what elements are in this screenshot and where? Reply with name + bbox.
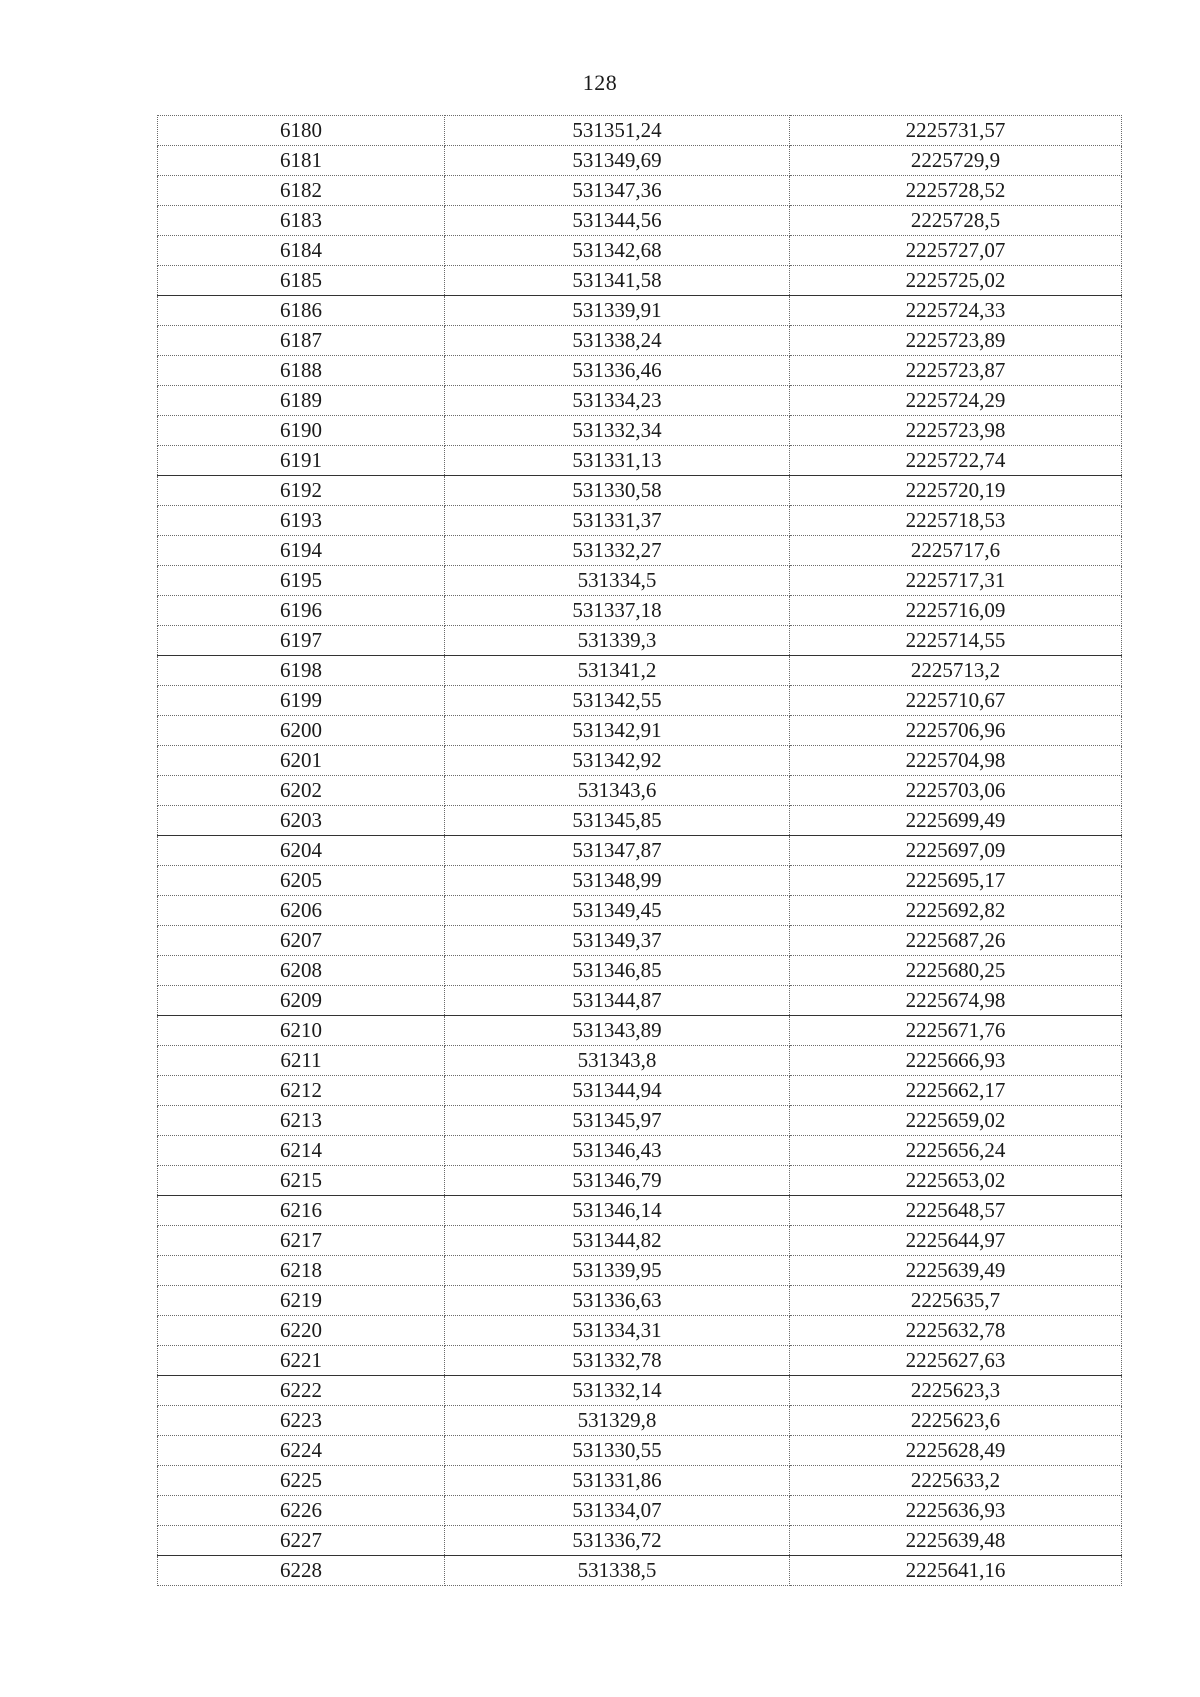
y-coordinate-cell: 2225639,48	[790, 1526, 1122, 1556]
x-coordinate-cell: 531341,2	[445, 656, 790, 686]
x-coordinate-cell: 531345,97	[445, 1106, 790, 1136]
x-coordinate-cell: 531334,23	[445, 386, 790, 416]
table-row	[158, 446, 1122, 476]
x-coordinate-cell: 531338,24	[445, 326, 790, 356]
x-coordinate-cell: 531343,6	[445, 776, 790, 806]
table-row	[158, 1076, 1122, 1106]
table-row	[158, 686, 1122, 716]
y-coordinate-cell: 2225674,98	[790, 986, 1122, 1016]
x-coordinate-cell: 531349,45	[445, 896, 790, 926]
x-coordinate-cell: 531345,85	[445, 806, 790, 836]
y-coordinate-cell: 2225727,07	[790, 236, 1122, 266]
table-row	[158, 476, 1122, 506]
point-number-cell: 6225	[158, 1466, 445, 1496]
table-row	[158, 1526, 1122, 1556]
x-coordinate-cell: 531332,78	[445, 1346, 790, 1376]
point-number-cell: 6218	[158, 1256, 445, 1286]
y-coordinate-cell: 2225687,26	[790, 926, 1122, 956]
y-coordinate-cell: 2225717,6	[790, 536, 1122, 566]
point-number-cell: 6228	[158, 1556, 445, 1586]
x-coordinate-cell: 531348,99	[445, 866, 790, 896]
y-coordinate-cell: 2225648,57	[790, 1196, 1122, 1226]
table-row	[158, 1106, 1122, 1136]
x-coordinate-cell: 531336,72	[445, 1526, 790, 1556]
y-coordinate-cell: 2225628,49	[790, 1436, 1122, 1466]
y-coordinate-cell: 2225623,3	[790, 1376, 1122, 1406]
table-row	[158, 206, 1122, 236]
point-number-cell: 6212	[158, 1076, 445, 1106]
x-coordinate-cell: 531329,8	[445, 1406, 790, 1436]
y-coordinate-cell: 2225697,09	[790, 836, 1122, 866]
table-row	[158, 746, 1122, 776]
y-coordinate-cell: 2225728,52	[790, 176, 1122, 206]
point-number-cell: 6223	[158, 1406, 445, 1436]
table-row	[158, 1496, 1122, 1526]
y-coordinate-cell: 2225729,9	[790, 146, 1122, 176]
x-coordinate-cell: 531341,58	[445, 266, 790, 296]
y-coordinate-cell: 2225636,93	[790, 1496, 1122, 1526]
table-row	[158, 236, 1122, 266]
table-row	[158, 1166, 1122, 1196]
point-number-cell: 6191	[158, 446, 445, 476]
point-number-cell: 6217	[158, 1226, 445, 1256]
y-coordinate-cell: 2225641,16	[790, 1556, 1122, 1586]
table-row	[158, 1346, 1122, 1376]
coordinates-table-body	[158, 116, 1122, 1586]
point-number-cell: 6197	[158, 626, 445, 656]
x-coordinate-cell: 531342,68	[445, 236, 790, 266]
point-number-cell: 6194	[158, 536, 445, 566]
table-row	[158, 626, 1122, 656]
point-number-cell: 6202	[158, 776, 445, 806]
table-row	[158, 1016, 1122, 1046]
table-row	[158, 1196, 1122, 1226]
y-coordinate-cell: 2225653,02	[790, 1166, 1122, 1196]
y-coordinate-cell: 2225718,53	[790, 506, 1122, 536]
x-coordinate-cell: 531351,24	[445, 116, 790, 146]
point-number-cell: 6215	[158, 1166, 445, 1196]
y-coordinate-cell: 2225680,25	[790, 956, 1122, 986]
y-coordinate-cell: 2225717,31	[790, 566, 1122, 596]
y-coordinate-cell: 2225731,57	[790, 116, 1122, 146]
point-number-cell: 6227	[158, 1526, 445, 1556]
point-number-cell: 6185	[158, 266, 445, 296]
x-coordinate-cell: 531344,94	[445, 1076, 790, 1106]
point-number-cell: 6183	[158, 206, 445, 236]
point-number-cell: 6195	[158, 566, 445, 596]
point-number-cell: 6211	[158, 1046, 445, 1076]
y-coordinate-cell: 2225656,24	[790, 1136, 1122, 1166]
point-number-cell: 6214	[158, 1136, 445, 1166]
point-number-cell: 6204	[158, 836, 445, 866]
point-number-cell: 6208	[158, 956, 445, 986]
x-coordinate-cell: 531344,87	[445, 986, 790, 1016]
y-coordinate-cell: 2225716,09	[790, 596, 1122, 626]
x-coordinate-cell: 531347,36	[445, 176, 790, 206]
x-coordinate-cell: 531346,85	[445, 956, 790, 986]
point-number-cell: 6181	[158, 146, 445, 176]
x-coordinate-cell: 531342,91	[445, 716, 790, 746]
y-coordinate-cell: 2225724,33	[790, 296, 1122, 326]
x-coordinate-cell: 531346,43	[445, 1136, 790, 1166]
table-row	[158, 1136, 1122, 1166]
y-coordinate-cell: 2225632,78	[790, 1316, 1122, 1346]
y-coordinate-cell: 2225722,74	[790, 446, 1122, 476]
y-coordinate-cell: 2225704,98	[790, 746, 1122, 776]
x-coordinate-cell: 531334,07	[445, 1496, 790, 1526]
x-coordinate-cell: 531337,18	[445, 596, 790, 626]
y-coordinate-cell: 2225725,02	[790, 266, 1122, 296]
x-coordinate-cell: 531332,27	[445, 536, 790, 566]
x-coordinate-cell: 531331,13	[445, 446, 790, 476]
x-coordinate-cell: 531334,5	[445, 566, 790, 596]
point-number-cell: 6210	[158, 1016, 445, 1046]
point-number-cell: 6221	[158, 1346, 445, 1376]
table-row	[158, 1406, 1122, 1436]
x-coordinate-cell: 531342,55	[445, 686, 790, 716]
y-coordinate-cell: 2225695,17	[790, 866, 1122, 896]
table-row	[158, 776, 1122, 806]
x-coordinate-cell: 531344,56	[445, 206, 790, 236]
table-row	[158, 506, 1122, 536]
y-coordinate-cell: 2225639,49	[790, 1256, 1122, 1286]
y-coordinate-cell: 2225635,7	[790, 1286, 1122, 1316]
table-row	[158, 1466, 1122, 1496]
table-row	[158, 536, 1122, 566]
y-coordinate-cell: 2225662,17	[790, 1076, 1122, 1106]
table-row	[158, 896, 1122, 926]
x-coordinate-cell: 531343,8	[445, 1046, 790, 1076]
x-coordinate-cell: 531334,31	[445, 1316, 790, 1346]
point-number-cell: 6196	[158, 596, 445, 626]
y-coordinate-cell: 2225671,76	[790, 1016, 1122, 1046]
table-row	[158, 386, 1122, 416]
table-row	[158, 596, 1122, 626]
table-row	[158, 266, 1122, 296]
table-row	[158, 716, 1122, 746]
x-coordinate-cell: 531339,91	[445, 296, 790, 326]
y-coordinate-cell: 2225706,96	[790, 716, 1122, 746]
x-coordinate-cell: 531332,14	[445, 1376, 790, 1406]
x-coordinate-cell: 531331,86	[445, 1466, 790, 1496]
table-row	[158, 296, 1122, 326]
x-coordinate-cell: 531338,5	[445, 1556, 790, 1586]
point-number-cell: 6188	[158, 356, 445, 386]
table-row	[158, 1046, 1122, 1076]
point-number-cell: 6200	[158, 716, 445, 746]
point-number-cell: 6213	[158, 1106, 445, 1136]
x-coordinate-cell: 531339,3	[445, 626, 790, 656]
y-coordinate-cell: 2225728,5	[790, 206, 1122, 236]
x-coordinate-cell: 531330,58	[445, 476, 790, 506]
y-coordinate-cell: 2225666,93	[790, 1046, 1122, 1076]
table-row	[158, 1256, 1122, 1286]
table-row	[158, 986, 1122, 1016]
point-number-cell: 6205	[158, 866, 445, 896]
table-row	[158, 116, 1122, 146]
table-row	[158, 326, 1122, 356]
y-coordinate-cell: 2225659,02	[790, 1106, 1122, 1136]
table-row	[158, 1376, 1122, 1406]
x-coordinate-cell: 531339,95	[445, 1256, 790, 1286]
point-number-cell: 6182	[158, 176, 445, 206]
point-number-cell: 6209	[158, 986, 445, 1016]
table-row	[158, 356, 1122, 386]
point-number-cell: 6199	[158, 686, 445, 716]
point-number-cell: 6180	[158, 116, 445, 146]
x-coordinate-cell: 531346,79	[445, 1166, 790, 1196]
y-coordinate-cell: 2225644,97	[790, 1226, 1122, 1256]
point-number-cell: 6206	[158, 896, 445, 926]
y-coordinate-cell: 2225692,82	[790, 896, 1122, 926]
table-row	[158, 1226, 1122, 1256]
x-coordinate-cell: 531344,82	[445, 1226, 790, 1256]
point-number-cell: 6216	[158, 1196, 445, 1226]
point-number-cell: 6189	[158, 386, 445, 416]
y-coordinate-cell: 2225699,49	[790, 806, 1122, 836]
coordinates-table	[157, 115, 1122, 1586]
table-row	[158, 806, 1122, 836]
table-row	[158, 176, 1122, 206]
x-coordinate-cell: 531349,69	[445, 146, 790, 176]
point-number-cell: 6224	[158, 1436, 445, 1466]
x-coordinate-cell: 531331,37	[445, 506, 790, 536]
table-row	[158, 566, 1122, 596]
point-number-cell: 6222	[158, 1376, 445, 1406]
y-coordinate-cell: 2225633,2	[790, 1466, 1122, 1496]
table-row	[158, 1436, 1122, 1466]
x-coordinate-cell: 531343,89	[445, 1016, 790, 1046]
table-row	[158, 926, 1122, 956]
x-coordinate-cell: 531332,34	[445, 416, 790, 446]
table-row	[158, 1556, 1122, 1586]
y-coordinate-cell: 2225627,63	[790, 1346, 1122, 1376]
point-number-cell: 6207	[158, 926, 445, 956]
x-coordinate-cell: 531346,14	[445, 1196, 790, 1226]
y-coordinate-cell: 2225723,89	[790, 326, 1122, 356]
table-row	[158, 1316, 1122, 1346]
y-coordinate-cell: 2225703,06	[790, 776, 1122, 806]
point-number-cell: 6193	[158, 506, 445, 536]
table-row	[158, 866, 1122, 896]
y-coordinate-cell: 2225720,19	[790, 476, 1122, 506]
x-coordinate-cell: 531330,55	[445, 1436, 790, 1466]
point-number-cell: 6226	[158, 1496, 445, 1526]
table-row	[158, 416, 1122, 446]
table-row	[158, 836, 1122, 866]
table-row	[158, 956, 1122, 986]
point-number-cell: 6203	[158, 806, 445, 836]
y-coordinate-cell: 2225723,87	[790, 356, 1122, 386]
table-row	[158, 656, 1122, 686]
point-number-cell: 6184	[158, 236, 445, 266]
table-row	[158, 1286, 1122, 1316]
x-coordinate-cell: 531336,46	[445, 356, 790, 386]
point-number-cell: 6219	[158, 1286, 445, 1316]
point-number-cell: 6198	[158, 656, 445, 686]
point-number-cell: 6187	[158, 326, 445, 356]
x-coordinate-cell: 531349,37	[445, 926, 790, 956]
y-coordinate-cell: 2225623,6	[790, 1406, 1122, 1436]
y-coordinate-cell: 2225713,2	[790, 656, 1122, 686]
table-row	[158, 146, 1122, 176]
x-coordinate-cell: 531342,92	[445, 746, 790, 776]
y-coordinate-cell: 2225724,29	[790, 386, 1122, 416]
point-number-cell: 6201	[158, 746, 445, 776]
y-coordinate-cell: 2225710,67	[790, 686, 1122, 716]
point-number-cell: 6192	[158, 476, 445, 506]
page-number: 128	[582, 70, 618, 95]
y-coordinate-cell: 2225714,55	[790, 626, 1122, 656]
point-number-cell: 6186	[158, 296, 445, 326]
y-coordinate-cell: 2225723,98	[790, 416, 1122, 446]
x-coordinate-cell: 531347,87	[445, 836, 790, 866]
point-number-cell: 6190	[158, 416, 445, 446]
point-number-cell: 6220	[158, 1316, 445, 1346]
x-coordinate-cell: 531336,63	[445, 1286, 790, 1316]
